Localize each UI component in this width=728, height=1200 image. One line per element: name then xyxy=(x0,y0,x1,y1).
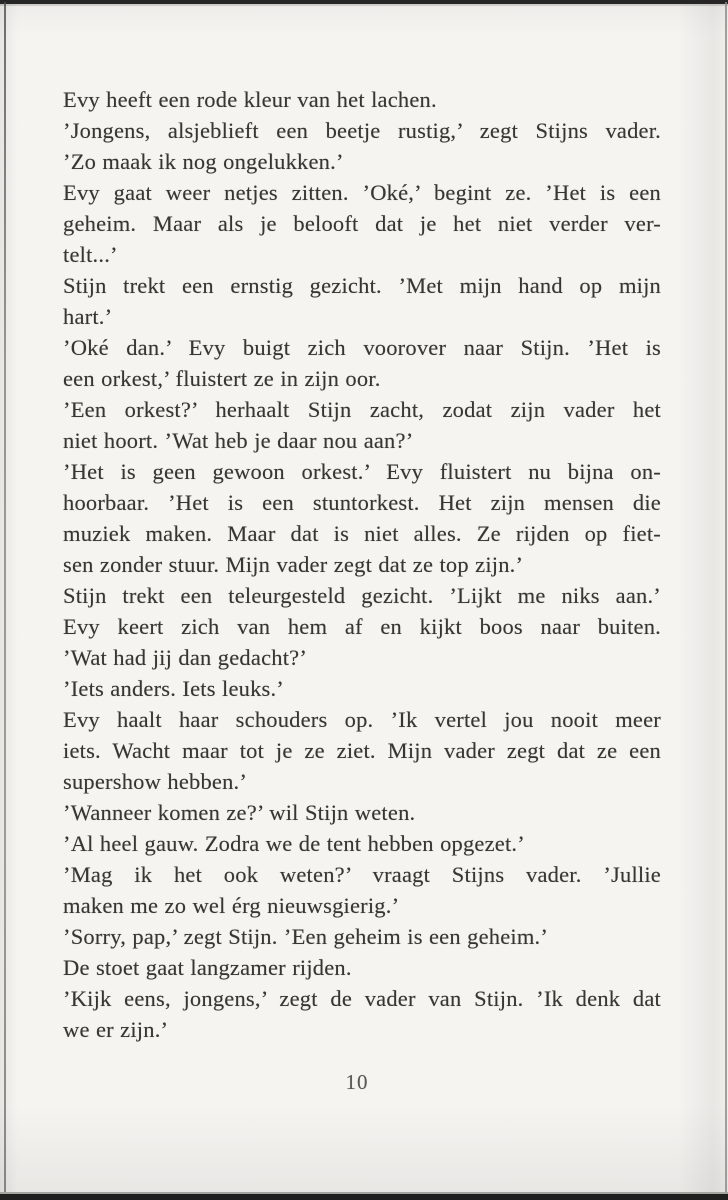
scan-top-edge-bar xyxy=(0,0,728,4)
text-line: Evy gaat weer netjes zitten. ’Oké,’ begint ze. ’Het is een xyxy=(63,180,661,205)
text-line: ’Mag ik het ook weten?’ vraagt Stijns vader. ’Jullie xyxy=(63,862,661,887)
text-line: ’Kijk eens, jongens,’ zegt de vader van Stijn. ’Ik denk dat xyxy=(63,986,661,1011)
text-line: Evy heeft een rode kleur van het lachen. xyxy=(63,87,437,112)
text-line: geheim. Maar als je belooft dat je het niet verder ver- xyxy=(63,211,661,236)
text-line: Evy haalt haar schouders op. ’Ik vertel jou nooit meer xyxy=(63,707,661,732)
text-line: hoorbaar. ’Het is een stuntorkest. Het zijn mensen die xyxy=(63,490,661,515)
text-line: ’Jongens, alsjeblieft een beetje rustig,’ zegt Stijns vader. xyxy=(63,118,661,143)
text-line: ’Zo maak ik nog ongelukken.’ xyxy=(63,149,344,174)
text-line: muziek maken. Maar dat is niet alles. Ze rijden op fiet- xyxy=(63,521,661,546)
text-line: supershow hebben.’ xyxy=(63,769,248,794)
scan-bottom-edge-bar xyxy=(0,1192,728,1200)
text-line: we er zijn.’ xyxy=(63,1017,169,1042)
scan-left-edge-line xyxy=(4,2,6,1196)
page-number: 10 xyxy=(345,1070,369,1094)
text-line: Evy keert zich van hem af en kijkt boos naar buiten. xyxy=(63,614,661,639)
scan-right-edge-line xyxy=(725,2,727,1196)
text-line: een orkest,’ fluistert ze in zijn oor. xyxy=(63,366,381,391)
text-line: Stijn trekt een teleurgesteld gezicht. ’Lijkt me niks aan.’ xyxy=(63,583,661,608)
text-line: niet hoort. ’Wat heb je daar nou aan?’ xyxy=(63,428,414,453)
text-line: ’Oké dan.’ Evy buigt zich voorover naar Stijn. ’Het is xyxy=(63,335,661,360)
text-line: sen zonder stuur. Mijn vader zegt dat ze top zijn.’ xyxy=(63,552,524,577)
page-text xyxy=(63,84,661,1045)
text-line: ’Een orkest?’ herhaalt Stijn zacht, zodat zijn vader het xyxy=(63,397,661,422)
text-line: ’Sorry, pap,’ zegt Stijn. ’Een geheim is een geheim.’ xyxy=(63,924,549,949)
text-line: De stoet gaat langzamer rijden. xyxy=(63,955,352,980)
text-line: ’Wanneer komen ze?’ wil Stijn weten. xyxy=(63,800,416,825)
text-line: iets. Wacht maar tot je ze ziet. Mijn vader zegt dat ze een xyxy=(63,738,661,763)
text-line: ’Wat had jij dan gedacht?’ xyxy=(63,645,308,670)
text-line: Stijn trekt een ernstig gezicht. ’Met mijn hand op mijn xyxy=(63,273,661,298)
text-line: ’Het is geen gewoon orkest.’ Evy fluistert nu bijna on- xyxy=(63,459,661,484)
text-line: telt...’ xyxy=(63,242,118,267)
text-line: maken me zo wel érg nieuwsgierig.’ xyxy=(63,893,400,918)
text-line: ’Iets anders. Iets leuks.’ xyxy=(63,676,284,701)
text-line: hart.’ xyxy=(63,304,113,329)
text-line: ’Al heel gauw. Zodra we de tent hebben opgezet.’ xyxy=(63,831,525,856)
